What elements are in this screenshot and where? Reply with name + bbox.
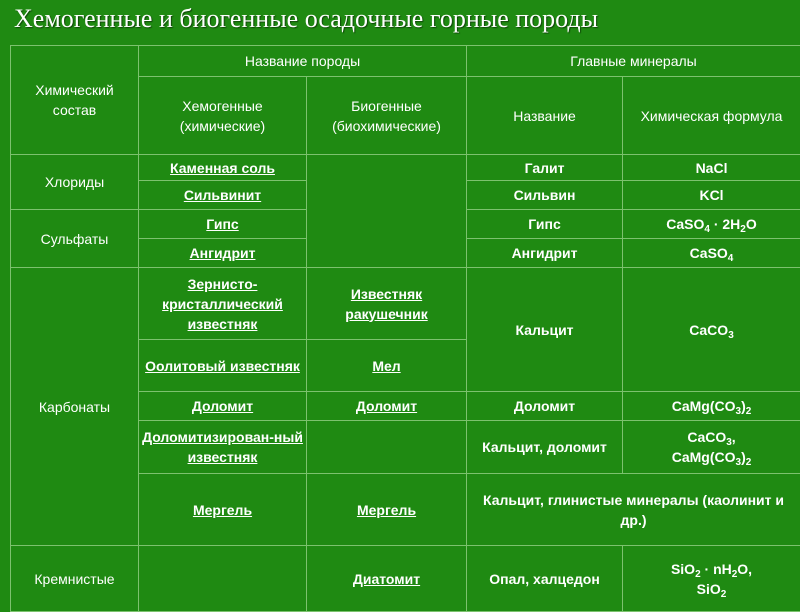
header-composition: Химический состав bbox=[11, 46, 139, 155]
mineral-cell: Ангидрит bbox=[467, 239, 623, 268]
header-chemogenic: Хемогенные (химические) bbox=[139, 77, 307, 155]
header-biogenic: Биогенные (биохимические) bbox=[307, 77, 467, 155]
formula-cell: CaCO$_3$, $CaMg(CO_3)_2$ bbox=[623, 421, 800, 474]
rock-link[interactable]: Доломит bbox=[355, 398, 418, 414]
bio-rock-rakushechnik[interactable] bbox=[307, 268, 467, 340]
mineral-cell: Опал, халцедон bbox=[467, 546, 623, 612]
rock-link[interactable]: Оолитовый известняк bbox=[145, 357, 300, 374]
bio-rock-mergel[interactable] bbox=[307, 474, 467, 546]
header-chemical-formula: Химическая формула bbox=[623, 77, 800, 155]
group-chlorides: Хлориды bbox=[11, 155, 139, 210]
biogenic-empty-cell bbox=[307, 155, 467, 268]
chemo-empty-cell bbox=[139, 546, 307, 612]
formula-cell: CaSO$_4$ · $2H_2O$ bbox=[623, 210, 800, 239]
rock-kamennaya-sol[interactable] bbox=[139, 155, 307, 181]
formula-cell: CaSO$_4$ bbox=[623, 239, 800, 268]
rock-dolomit[interactable] bbox=[139, 392, 307, 421]
mineral-cell: Доломит bbox=[467, 392, 623, 421]
rock-link[interactable]: Доломит bbox=[191, 398, 254, 414]
group-siliceous: Кремнистые bbox=[11, 546, 139, 612]
rock-link[interactable]: Доломитизирован-ный известняк bbox=[142, 429, 303, 465]
rocks-table bbox=[10, 45, 800, 612]
rock-link[interactable]: Гипс bbox=[206, 216, 239, 232]
minerals-merged-cell: Кальцит, глинистые минералы (каолинит и др.) bbox=[467, 474, 800, 546]
header-rock-name: Название породы bbox=[139, 46, 467, 77]
rock-link[interactable]: Ангидрит bbox=[189, 245, 256, 261]
slide-title: Хемогенные и биогенные осадочные горные породы bbox=[14, 4, 599, 33]
rock-link[interactable]: Сильвинит bbox=[183, 187, 262, 203]
rock-link[interactable]: Каменная соль bbox=[170, 159, 275, 176]
mineral-cell: Галит bbox=[467, 155, 623, 181]
rock-oolit[interactable] bbox=[139, 340, 307, 392]
rock-link[interactable]: Зернисто-кристаллический известняк bbox=[162, 275, 283, 332]
rock-link[interactable]: Мергель bbox=[192, 501, 253, 518]
mineral-cell: Кальцит bbox=[467, 268, 623, 392]
formula-cell: $CaMg(CO_3)_2$ bbox=[623, 392, 800, 421]
group-carbonates: Карбонаты bbox=[11, 268, 139, 546]
rock-gips[interactable] bbox=[139, 210, 307, 239]
mineral-cell: Кальцит, доломит bbox=[467, 421, 623, 474]
formula-cell: $SiO_2 \cdot nH_2O$, SiO$_2$ bbox=[623, 546, 800, 612]
rock-link[interactable]: Мел bbox=[372, 357, 401, 374]
rock-dolomitiz[interactable] bbox=[139, 421, 307, 474]
rock-angidrit[interactable] bbox=[139, 239, 307, 268]
bio-rock-mel[interactable] bbox=[307, 340, 467, 392]
formula-cell: CaCO$_3$ bbox=[623, 268, 800, 392]
mineral-cell: Сильвин bbox=[467, 181, 623, 210]
bio-rock-dolomit[interactable] bbox=[307, 392, 467, 421]
rock-zernisto[interactable] bbox=[139, 268, 307, 340]
rock-silvinit[interactable] bbox=[139, 181, 307, 210]
group-sulfates: Сульфаты bbox=[11, 210, 139, 268]
mineral-cell: Гипс bbox=[467, 210, 623, 239]
header-mineral-name: Название bbox=[467, 77, 623, 155]
biogenic-empty-cell bbox=[307, 421, 467, 474]
formula-cell: NaCl bbox=[623, 155, 800, 181]
formula-cell: KCl bbox=[623, 181, 800, 210]
bio-rock-diatomit[interactable] bbox=[307, 546, 467, 612]
rock-link[interactable]: Известняк ракушечник bbox=[345, 285, 428, 322]
header-main-minerals: Главные минералы bbox=[467, 46, 800, 77]
rock-mergel[interactable] bbox=[139, 474, 307, 546]
rock-link[interactable]: Мергель bbox=[356, 501, 417, 518]
rock-link[interactable]: Диатомит bbox=[352, 570, 421, 587]
